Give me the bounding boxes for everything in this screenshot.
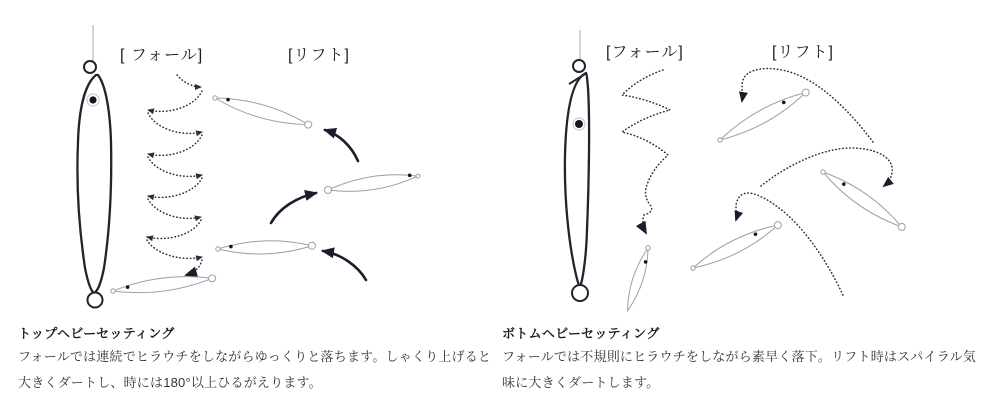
lift-arrows [271,130,366,280]
top-heavy-diagram [0,0,493,330]
hanging-jig [565,30,589,301]
lift-jig-icon [715,85,812,147]
panel-description-line: フォールでは不規則にヒラウチをしながら素早く落下。リフト時はスパイラル気 [502,349,976,364]
lift-arrow [271,193,316,223]
jig-body [77,75,111,293]
bottom-heavy-diagram [493,0,986,330]
lift-jig-icon [817,165,908,234]
spiral-arrow [742,69,873,142]
top-ring-icon [573,60,585,72]
fallen-jig-icon [623,244,654,312]
balance-point-dot [89,96,96,103]
panel-title: ボトムヘビーセッティング [502,326,660,341]
bottom-ring-icon [572,285,588,301]
top-heavy-caption [18,324,494,396]
lift-label: [リフト] [772,44,834,61]
hanging-jig [77,25,111,308]
spiral-arrow [761,148,892,186]
fall-label: [ フォール] [120,47,204,64]
fall-end-arrow [186,260,202,275]
panel-title: トップヘビーセッティング [18,326,175,341]
fall-path [622,70,670,233]
lift-arrow [323,251,366,280]
top-ring-icon [84,61,96,73]
lift-arrow [325,130,358,161]
bottom-ring-icon [88,293,103,308]
fall-path [147,75,202,275]
fall-label: [フォール] [606,44,684,61]
fallen-jig-icon [110,271,216,297]
lift-jig-icon [211,91,313,132]
lift-label: [リフト] [288,47,350,64]
bottom-heavy-caption [502,324,978,396]
jig-body [565,73,589,287]
lift-loops [736,69,892,295]
panel-description-line: 味に大きくダートします。 [502,375,660,390]
panel-description-line: 大きくダートし、時には180°以上ひるがえります。 [18,375,322,390]
lift-jig-icon [688,218,784,275]
balance-point-dot [575,120,583,128]
fall-zigzag [622,70,670,233]
panel-description-line: フォールでは連続でヒラウチをしながらゆっくりと落ちます。しゃくり上げると [18,349,492,364]
lift-jig-icon [324,169,421,197]
lift-jig-icon [216,239,316,255]
